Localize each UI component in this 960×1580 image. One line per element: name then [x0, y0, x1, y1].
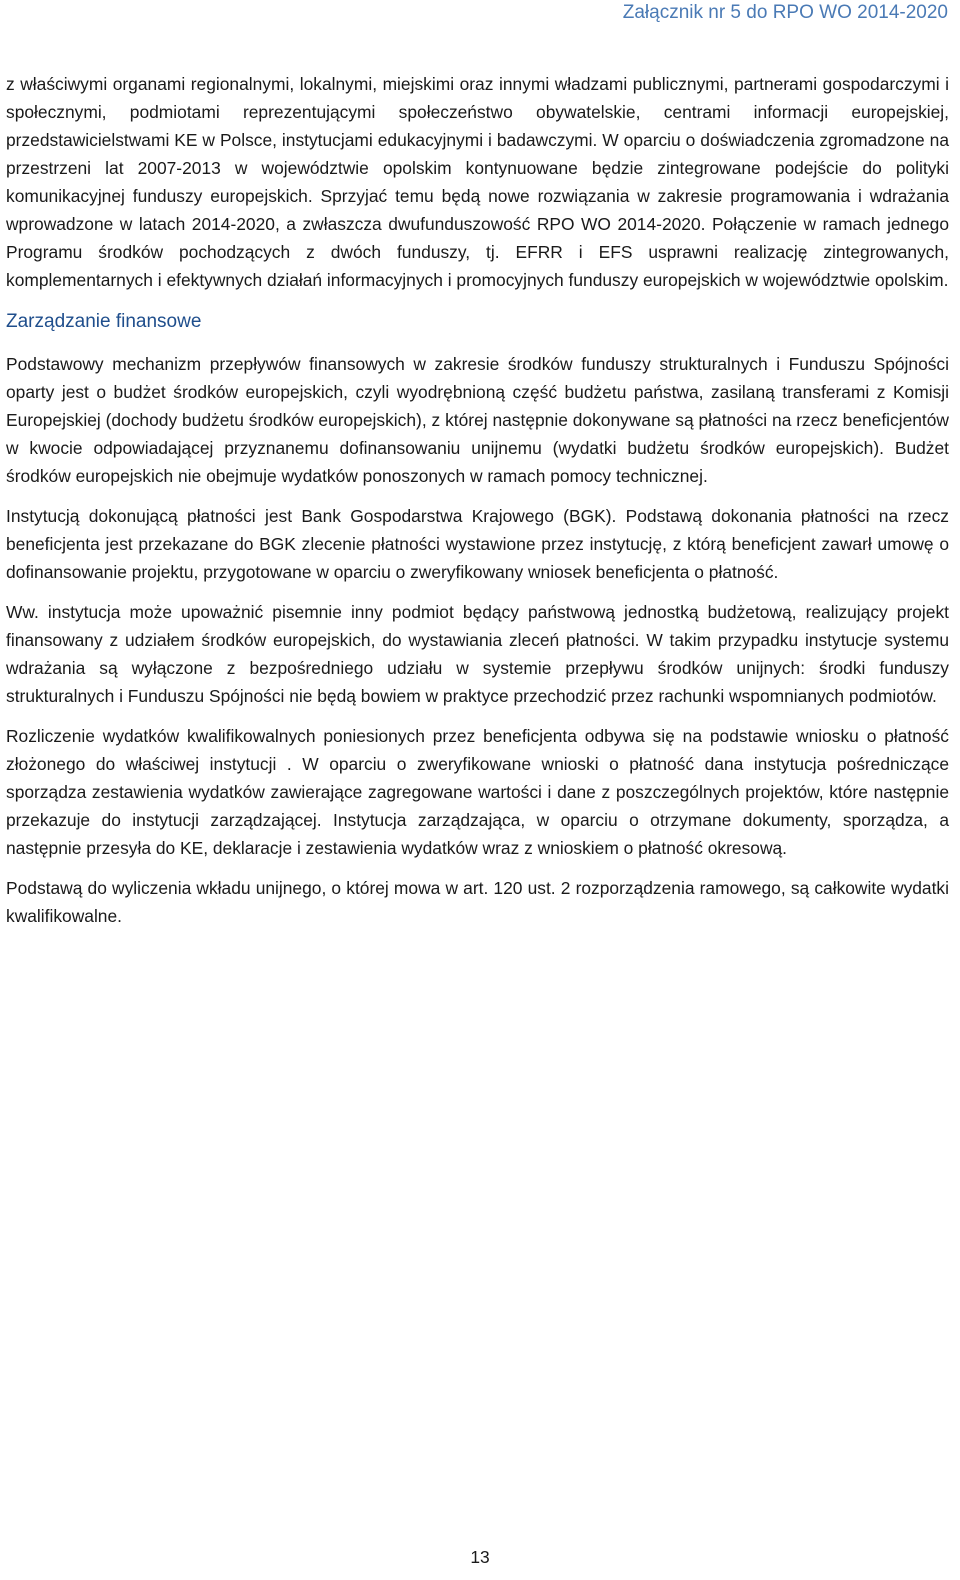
paragraph-2: Instytucją dokonującą płatności jest Bank Gospodarstwa Krajowego (BGK). Podstawą dokonania płatności na rzecz beneficjenta jest przekazane do BGK zlecenie płatności wystawione przez instytucję, z którą beneficjent zawarł umowę o dofinansowanie projektu, przygotowane w oparciu o zweryfikowany wniosek beneficjenta o płatność. — [6, 506, 949, 582]
paragraph-4: Rozliczenie wydatków kwalifikowalnych poniesionych przez beneficjenta odbywa się na podstawie wniosku o płatność złożonego do właściwej instytucji . W oparciu o zweryfikowane wnioski o płatność dana instytucja pośredniczące sporządza zestawienia wydatków zawierające zagregowane wartości i dane z poszczególnych projektów, które następnie przekazuje do instytucji zarządzającej. Instytucja zarządzająca, w oparciu o otrzymane dokumenty, sporządza, a następnie przesyła do KE, deklaracje i zestawienia wydatków wraz z wnioskiem o płatność okresową. — [6, 726, 949, 858]
document-body — [6, 70, 949, 930]
document-header: Załącznik nr 5 do RPO WO 2014-2020 — [622, 2, 948, 23]
page-number: 13 — [470, 1547, 490, 1567]
intro-paragraph: z właściwymi organami regionalnymi, lokalnymi, miejskimi oraz innymi władzami publicznymi, partnerami gospodarczymi i społecznymi, podmiotami reprezentującymi społeczeństwo obywatelskie, centrami informacji europejskiej, przedstawicielstwami KE w Polsce, instytucjami edukacyjnymi i badawczymi. W oparciu o doświadczenia zgromadzone na przestrzeni lat 2007-2013 w województwie opolskim kontynuowane będzie zintegrowane podejście do polityki komunikacyjnej funduszy europejskich. Sprzyjać temu będą nowe rozwiązania w zakresie programowania i wdrażania wprowadzone w latach 2014-2020, a zwłaszcza dwufunduszowość RPO WO 2014-2020. Połączenie w ramach jednego Programu środków pochodzących z dwóch funduszy, tj. EFRR i EFS usprawni realizację zintegrowanych, komplementarnych i efektywnych działań informacyjnych i promocyjnych funduszy europejskich w województwie opolskim. — [6, 74, 949, 290]
section-heading: Zarządzanie finansowe — [6, 311, 202, 332]
paragraph-1: Podstawowy mechanizm przepływów finansowych w zakresie środków funduszy strukturalnych i Funduszu Spójności oparty jest o budżet środków europejskich, czyli wyodrębnioną część budżetu państwa, zasilaną transferami z Komisji Europejskiej (dochody budżetu środków europejskich), z której następnie dokonywane są płatności na rzecz beneficjentów w kwocie odpowiadającej przyznanemu dofinansowaniu unijnemu (wydatki budżetu środków europejskich). Budżet środków europejskich nie obejmuje wydatków ponoszonych w ramach pomocy technicznej. — [6, 354, 949, 486]
paragraph-3: Ww. instytucja może upoważnić pisemnie inny podmiot będący państwową jednostką budżetową, realizujący projekt finansowany z udziałem środków europejskich, do wystawiania zleceń płatności. W takim przypadku instytucje systemu wdrażania są wyłączone z bezpośredniego udziału w systemie przepływu środków unijnych: środki funduszy strukturalnych i Funduszu Spójności nie będą bowiem w praktyce przechodzić przez rachunki wspomnianych podmiotów. — [6, 602, 949, 706]
paragraph-5: Podstawą do wyliczenia wkładu unijnego, o której mowa w art. 120 ust. 2 rozporządzenia ramowego, są całkowite wydatki kwalifikowalne. — [6, 878, 949, 926]
